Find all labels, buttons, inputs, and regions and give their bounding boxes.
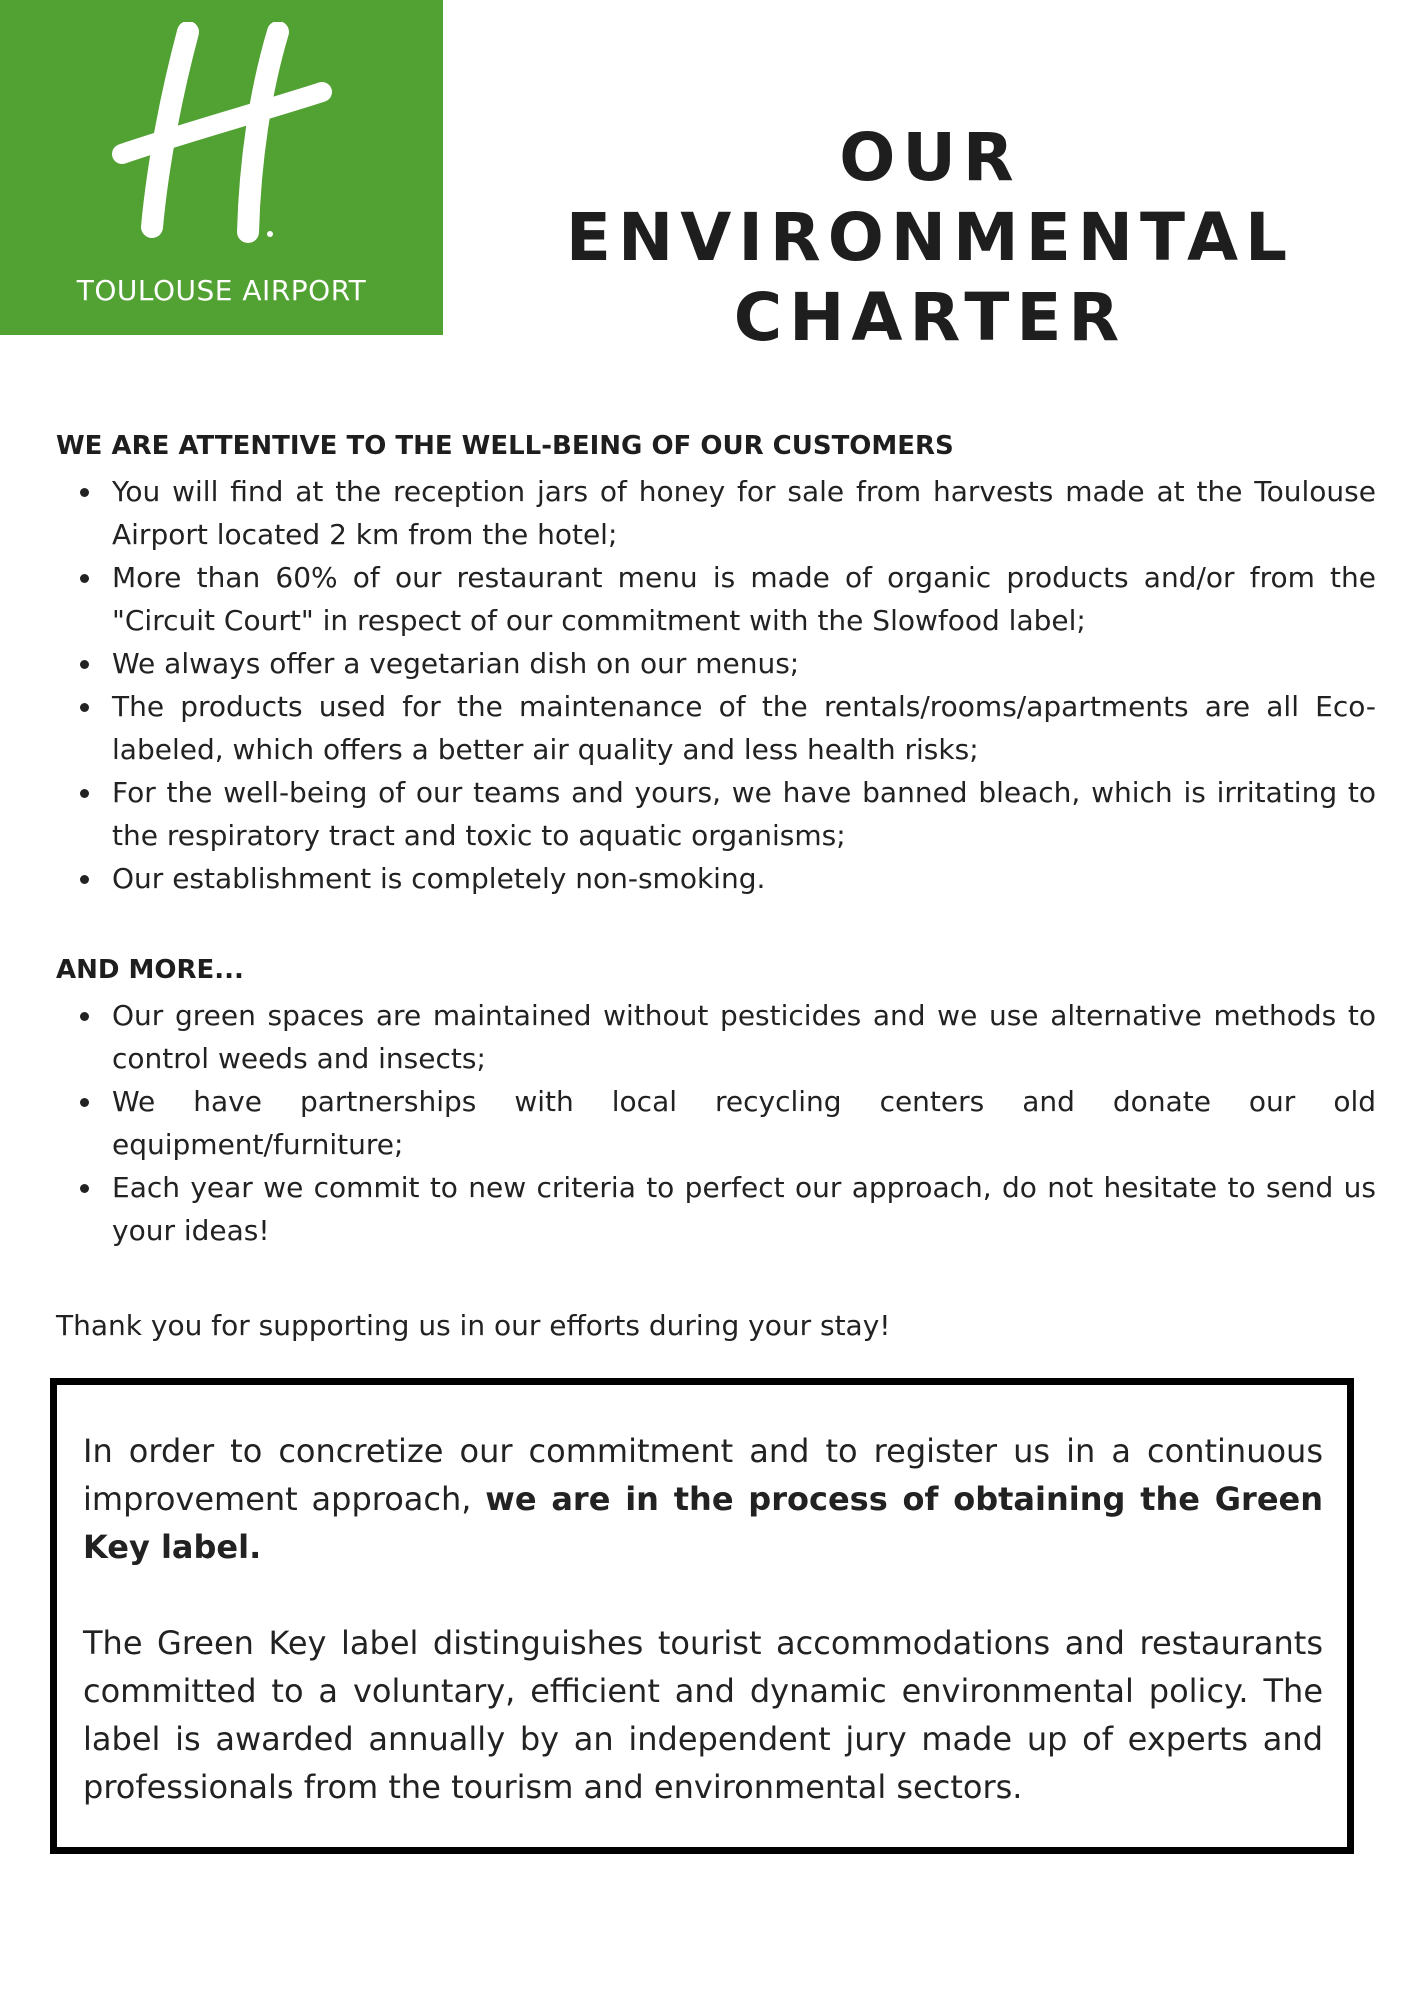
list-item: For the well-being of our teams and yours, we have banned bleach, which is irritating to the respiratory tract and toxic to aquatic organisms; bbox=[112, 771, 1376, 857]
green-key-intro bbox=[83, 1427, 1323, 1571]
page-title bbox=[470, 118, 1390, 358]
page-title-line-1: OUR ENVIRONMENTAL bbox=[565, 119, 1295, 276]
logo-caption: TOULOUSE AIRPORT bbox=[76, 274, 367, 307]
list-item: Each year we commit to new criteria to perfect our approach, do not hesitate to send us your ideas! bbox=[112, 1166, 1376, 1252]
thank-you-text: Thank you for supporting us in our efforts during your stay! bbox=[56, 1309, 891, 1342]
page-title-line-2: CHARTER bbox=[733, 279, 1127, 356]
and-more-list bbox=[56, 994, 1376, 1252]
wellbeing-list bbox=[56, 470, 1376, 900]
section-heading-and-more: AND MORE... bbox=[56, 955, 244, 985]
list-item: More than 60% of our restaurant menu is made of organic products and/or from the "Circuit Court" in respect of our commitment with the Slowfood label; bbox=[112, 556, 1376, 642]
holiday-inn-h-icon bbox=[110, 22, 340, 252]
list-item: The products used for the maintenance of the rentals/rooms/apartments are all Eco-labeled, which offers a better air quality and less health risks; bbox=[112, 685, 1376, 771]
green-key-notice-box bbox=[50, 1378, 1354, 1854]
green-key-commitment: we are in the process of obtaining the Green Key label. bbox=[83, 1480, 1324, 1566]
list-item: You will find at the reception jars of honey for sale from harvests made at the Toulouse Airport located 2 km from the hotel; bbox=[112, 470, 1376, 556]
section-heading-wellbeing: WE ARE ATTENTIVE TO THE WELL-BEING OF OUR CUSTOMERS bbox=[56, 431, 954, 461]
green-key-description: The Green Key label distinguishes tourist accommodations and restaurants committed to a voluntary, efficient and dynamic environmental policy. The label is awarded annually by an independent jury made up of experts and professionals from the tourism and environmental sectors. bbox=[83, 1624, 1323, 1806]
list-item: We always offer a vegetarian dish on our menus; bbox=[112, 642, 1376, 685]
logo-panel bbox=[0, 0, 443, 335]
list-item: Our green spaces are maintained without pesticides and we use alternative methods to control weeds and insects; bbox=[112, 994, 1376, 1080]
list-item: We have partnerships with local recycling centers and donate our old equipment/furniture; bbox=[112, 1080, 1376, 1166]
list-item: Our establishment is completely non-smoking. bbox=[112, 857, 1376, 900]
charter-content bbox=[56, 428, 1376, 1347]
green-key-intro-text: In order to concretize our commitment and to register us in a continuous improvement approach, bbox=[83, 1432, 1323, 1518]
